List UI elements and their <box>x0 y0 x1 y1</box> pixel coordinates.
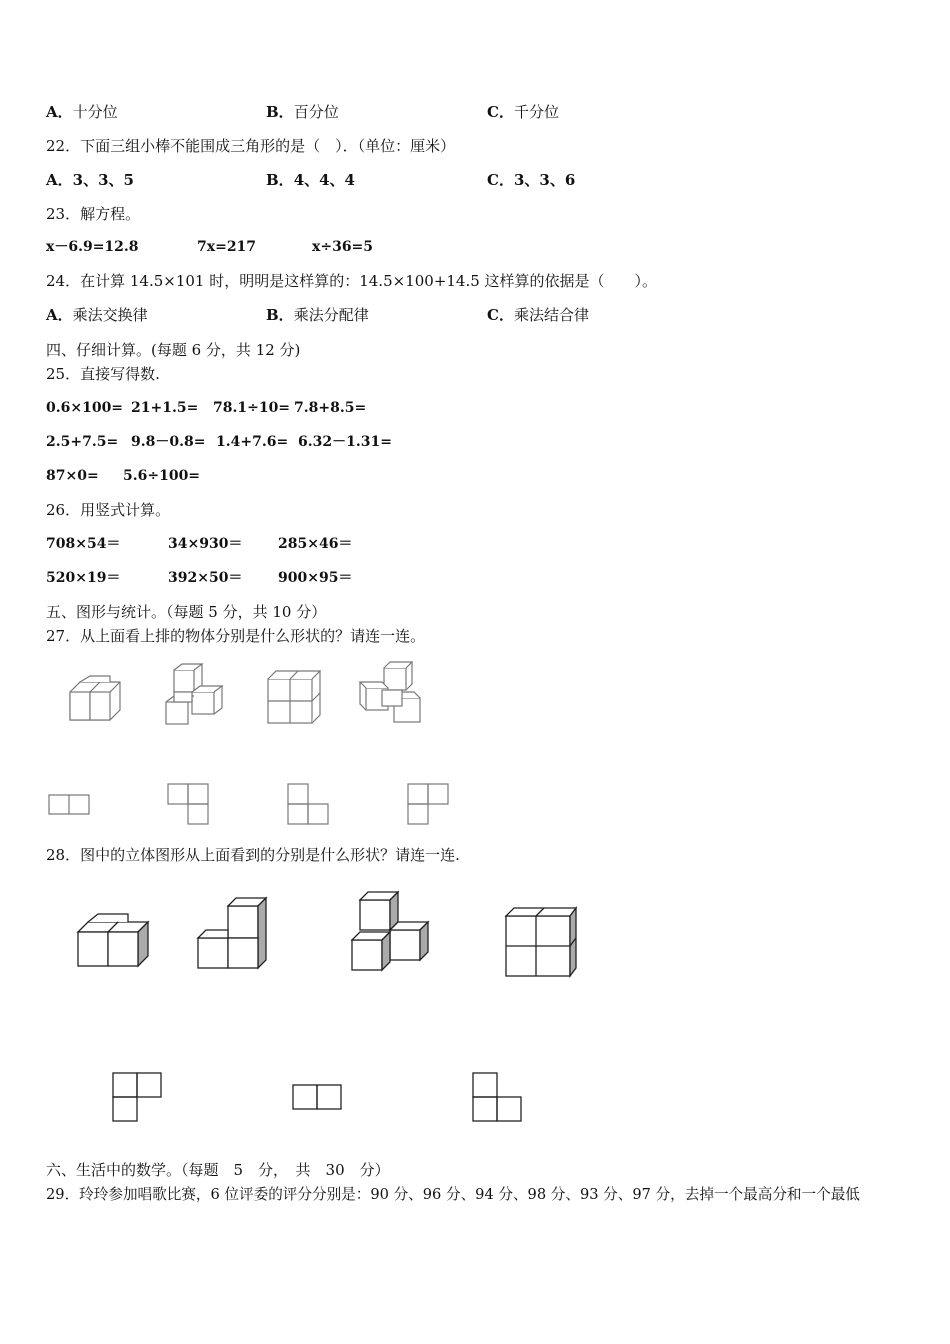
q22-option-c <box>487 170 575 190</box>
option-key: A． <box>46 103 73 121</box>
option-text: 4、4、4 <box>293 171 355 189</box>
q27-top-view-1 <box>48 792 92 816</box>
q28-solid-figure-1 <box>74 910 154 970</box>
q24-option-b <box>266 305 369 325</box>
section-4-title: 四、仔细计算。(每题 6 分，共 12 分) <box>46 341 301 359</box>
equation-item: 7x=217 <box>197 239 257 255</box>
option-text: 十分位 <box>72 103 118 121</box>
q28-top-view-1 <box>110 1070 166 1126</box>
q22-option-a <box>46 170 134 190</box>
option-key: A． <box>46 171 73 189</box>
option-text: 3、3、5 <box>72 171 134 189</box>
calc-item: 9.8－0.8= <box>131 434 206 450</box>
option-key: A． <box>46 306 73 324</box>
q27-top-view-4 <box>406 782 452 828</box>
option-text: 乘法分配律 <box>293 306 369 324</box>
calc-item: 78.1÷10= <box>213 400 291 416</box>
q27-solid-figure-2 <box>158 662 238 732</box>
option-text: 乘法交换律 <box>72 306 148 324</box>
section-6-title: 六、生活中的数学。（每题 5 分， 共 30 分） <box>46 1161 390 1179</box>
calc-item: 2.5+7.5= <box>46 434 119 450</box>
q24-option-a <box>46 305 148 325</box>
option-key: B． <box>266 171 294 189</box>
option-text: 千分位 <box>513 103 559 121</box>
vertical-calc-item: 900×95＝ <box>278 570 353 586</box>
option-text: 百分位 <box>293 103 339 121</box>
q27-solid-figure-4 <box>356 658 430 728</box>
calc-item: 5.6÷100= <box>123 468 201 484</box>
calc-item: 21+1.5= <box>131 400 199 416</box>
equation-item: x－6.9=12.8 <box>46 239 139 255</box>
q21-option-b <box>266 102 339 122</box>
option-key: B． <box>266 306 294 324</box>
q28-solid-figure-4 <box>502 904 582 980</box>
q27-stem: 27．从上面看上排的物体分别是什么形状的？请连一连。 <box>46 627 426 645</box>
vertical-calc-item: 285×46＝ <box>278 536 353 552</box>
q28-solid-figure-2 <box>196 896 276 972</box>
option-text: 3、3、6 <box>513 171 576 189</box>
q29-stem: 29．玲玲参加唱歌比赛，6 位评委的评分分别是：90 分、96 分、94 分、98 分、93 分、97 分，去掉一个最高分和一个最低 <box>46 1186 860 1203</box>
q28-top-view-2 <box>290 1082 346 1112</box>
q24-stem: 24．在计算 14.5×101 时，明明是这样算的：14.5×100+14.5 这样算的依据是（ ）。 <box>46 272 658 290</box>
q28-solid-figure-3 <box>346 888 436 974</box>
q28-stem: 28．图中的立体图形从上面看到的分别是什么形状？请连一连. <box>46 846 460 864</box>
q27-solid-figure-3 <box>262 665 326 727</box>
equation-item: x÷36=5 <box>312 239 374 255</box>
calc-item: 87×0= <box>46 468 99 484</box>
q27-top-view-2 <box>166 782 212 828</box>
q23-stem: 23．解方程。 <box>46 205 141 223</box>
q27-solid-figure-1 <box>60 672 130 732</box>
option-text: 乘法结合律 <box>513 306 589 324</box>
q28-top-view-3 <box>470 1070 526 1126</box>
vertical-calc-item: 34×930＝ <box>168 536 243 552</box>
q21-option-c <box>487 102 559 122</box>
q27-top-view-3 <box>286 782 332 828</box>
option-key: B． <box>266 103 294 121</box>
calc-item: 7.8+8.5= <box>294 400 367 416</box>
option-key: C． <box>487 306 514 324</box>
calc-item: 0.6×100= <box>46 400 124 416</box>
option-key: C． <box>487 171 514 189</box>
vertical-calc-item: 708×54＝ <box>46 536 121 552</box>
section-5-title: 五、图形与统计。（每题 5 分，共 10 分） <box>46 603 327 621</box>
option-key: C． <box>487 103 514 121</box>
vertical-calc-item: 392×50＝ <box>168 570 243 586</box>
q25-stem: 25．直接写得数. <box>46 365 160 383</box>
q26-stem: 26．用竖式计算。 <box>46 501 171 519</box>
vertical-calc-item: 520×19＝ <box>46 570 121 586</box>
q21-option-a <box>46 102 118 122</box>
calc-item: 6.32－1.31= <box>298 434 392 450</box>
q22-option-b <box>266 170 355 190</box>
q22-stem: 22．下面三组小棒不能围成三角形的是（ ）．（单位：厘米） <box>46 137 456 155</box>
q24-option-c <box>487 305 589 325</box>
calc-item: 1.4+7.6= <box>216 434 289 450</box>
